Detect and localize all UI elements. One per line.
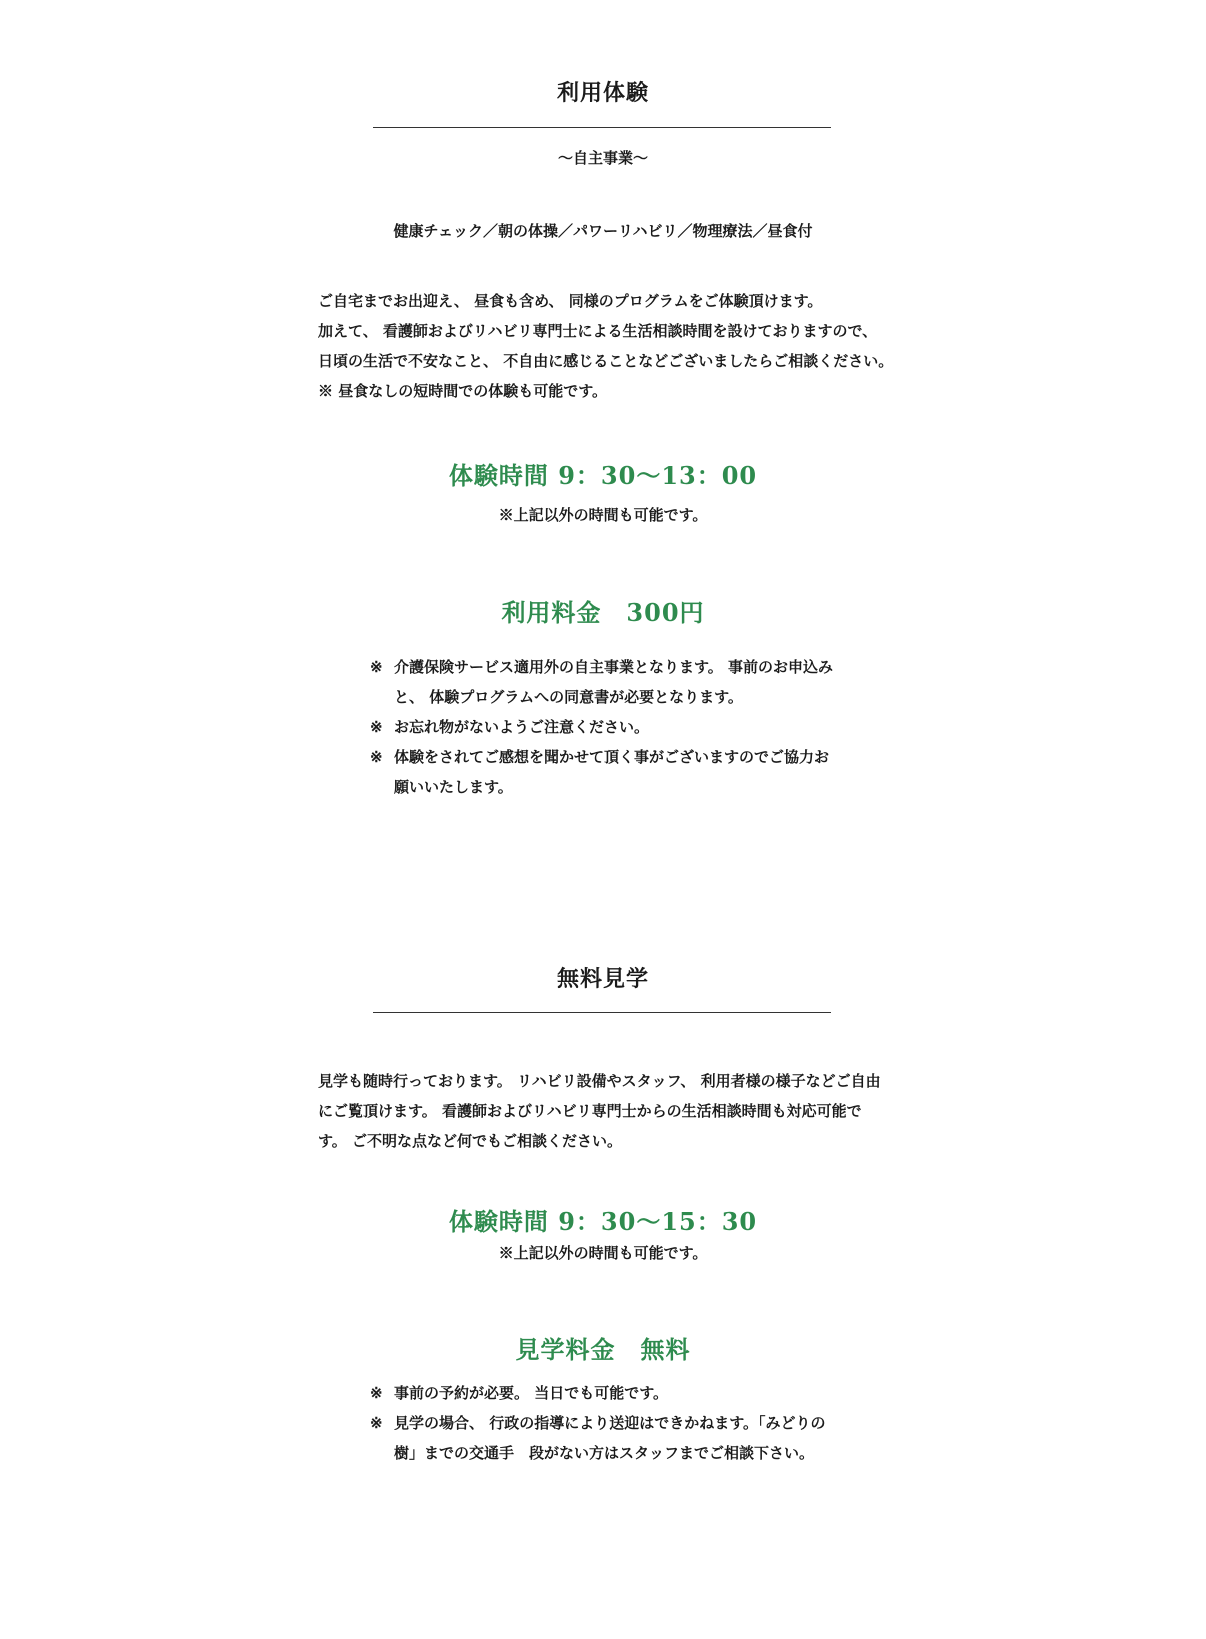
tour-description-line: にご覧頂けます。 看護師およびリハビリ専門士からの生活相談時間も対応可能で	[318, 1102, 862, 1120]
tour-notes-list	[370, 1378, 840, 1468]
trial-note-text: お忘れ物がないようご注意ください。	[394, 718, 650, 736]
trial-note-item	[370, 652, 840, 712]
tour-description-line: す。 ご不明な点など何でもご相談ください。	[318, 1132, 623, 1150]
note-mark: ※	[370, 1414, 383, 1432]
tour-hours-note: ※上記以外の時間も可能です。	[498, 1244, 708, 1262]
trial-title: 利用体験	[556, 80, 649, 106]
trial-note-item	[370, 742, 840, 802]
trial-note-item	[370, 712, 840, 742]
tour-description	[318, 1066, 898, 1156]
tour-hours-heading: 体験時間 9：30～15：30	[448, 1207, 758, 1236]
trial-description-line: 日頃の生活で不安なこと、 不自由に感じることなどございましたらご相談ください。	[318, 352, 894, 370]
tour-title-rule	[373, 1012, 831, 1013]
trial-fee-heading: 利用料金 300円	[501, 598, 705, 627]
tour-description-line: 見学も随時行っております。 リハビリ設備やスタッフ、 利用者様の様子などご自由	[318, 1072, 881, 1090]
trial-description-line: ※ 昼食なしの短時間での体験も可能です。	[318, 382, 608, 400]
tour-note-text: 見学の場合、 行政の指導により送迎はできかねます。「みどりの樹」までの交通手 段がない方はスタッフまでご相談下さい。	[394, 1414, 826, 1462]
tour-fee-heading: 見学料金 無料	[515, 1335, 691, 1364]
trial-note-text: 介護保険サービス適用外の自主事業となります。 事前のお申込みと、 体験プログラムへの同意書が必要となります。	[394, 658, 834, 706]
note-mark: ※	[370, 658, 383, 676]
note-mark: ※	[370, 748, 383, 766]
tour-note-text: 事前の予約が必要。 当日でも可能です。	[394, 1384, 669, 1402]
trial-subtitle: ～自主事業～	[557, 149, 648, 167]
trial-program-list: 健康チェック／朝の体操／パワーリハビリ／物理療法／昼食付	[393, 222, 813, 240]
trial-description-line: ご自宅までお出迎え、 昼食も含め、 同様のプログラムをご体験頂けます。	[318, 292, 823, 310]
trial-description	[318, 286, 898, 406]
tour-note-item	[370, 1378, 840, 1408]
trial-note-text: 体験をされてご感想を聞かせて頂く事がございますのでご協力お願いいたします。	[394, 748, 830, 796]
note-mark: ※	[370, 1384, 383, 1402]
trial-notes-list	[370, 652, 840, 802]
note-mark: ※	[370, 718, 383, 736]
trial-hours-note: ※上記以外の時間も可能です。	[498, 506, 708, 524]
tour-note-item	[370, 1408, 840, 1468]
trial-title-rule	[373, 127, 831, 128]
trial-description-line: 加えて、 看護師およびリハビリ専門士による生活相談時間を設けておりますので、	[318, 322, 878, 340]
tour-title: 無料見学	[556, 966, 649, 992]
trial-hours-heading: 体験時間 9：30～13：00	[448, 461, 758, 490]
